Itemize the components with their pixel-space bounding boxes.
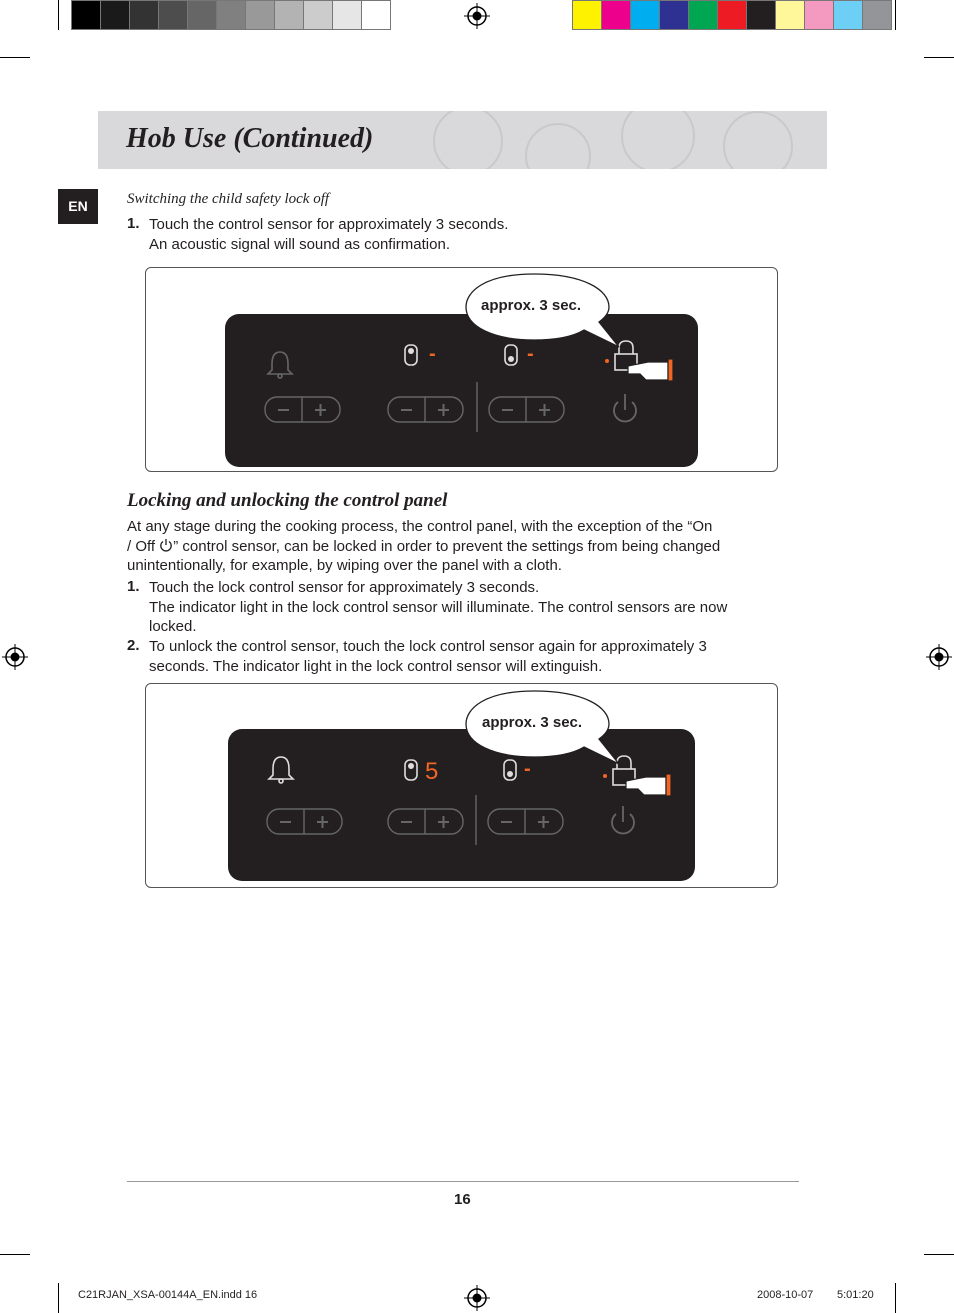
step-line: locked. [149, 618, 197, 635]
crop-mark [58, 0, 59, 30]
intro-line [127, 537, 787, 557]
gray-color-bar [71, 0, 390, 30]
intro-line-part: ” control sensor, can be locked in order to prevent the settings from being changed [173, 537, 721, 555]
footer-time: 5:01:20 [837, 1289, 874, 1301]
crop-mark [895, 0, 896, 30]
intro-line: At any stage during the cooking process, the control panel, with the exception of the “On [127, 518, 713, 535]
footer-date: 2008-10-07 [757, 1289, 814, 1301]
color-swatch [630, 0, 660, 30]
step-line: To unlock the control sensor, touch the lock control sensor again for approximately 3 [149, 638, 707, 655]
step-number: 1. [127, 578, 140, 595]
step-number: 2. [127, 637, 140, 654]
color-swatch [717, 0, 747, 30]
color-swatch [332, 0, 362, 30]
footer-filename: C21RJAN_XSA-00144A_EN.indd 16 [78, 1289, 258, 1301]
color-swatch [71, 0, 101, 30]
color-swatch [245, 0, 275, 30]
crop-mark [0, 1254, 30, 1255]
registration-mark-icon [926, 644, 952, 670]
bubble-text: approx. 3 sec. [481, 297, 582, 314]
section-subtitle: Switching the child safety lock off [127, 191, 330, 207]
color-swatch [361, 0, 391, 30]
header-banner [98, 111, 827, 169]
zone2-display: - [524, 758, 531, 780]
process-color-bar [572, 0, 891, 30]
control-panel-diagram [145, 267, 778, 472]
registration-mark-icon [464, 3, 490, 29]
color-swatch [833, 0, 863, 30]
step-line: An acoustic signal will sound as confirmation. [149, 235, 450, 253]
zone2-display: - [527, 343, 534, 365]
crop-mark [0, 57, 30, 58]
section-title: Locking and unlocking the control panel [127, 490, 448, 511]
color-swatch [862, 0, 892, 30]
intro-line-part: / Off [127, 537, 160, 555]
tomato-watermark-icon [428, 111, 827, 169]
bubble-text: approx. 3 sec. [482, 714, 583, 731]
control-panel-diagram [145, 683, 778, 888]
step-text [149, 637, 707, 676]
color-swatch [572, 0, 602, 30]
step-number: 1. [127, 215, 140, 232]
intro-paragraph [127, 517, 787, 576]
color-swatch [187, 0, 217, 30]
power-icon [159, 538, 173, 552]
language-tab: EN [58, 189, 98, 224]
color-swatch [158, 0, 188, 30]
color-swatch [659, 0, 689, 30]
zone1-display: - [429, 343, 436, 365]
step-line: seconds. The indicator light in the lock control sensor will extinguish. [149, 657, 603, 675]
color-swatch [129, 0, 159, 30]
step-text [149, 215, 508, 254]
step-line: Touch the control sensor for approximately 3 seconds. [149, 216, 509, 233]
crop-mark [924, 1254, 954, 1255]
crop-mark [895, 1283, 896, 1313]
color-swatch [804, 0, 834, 30]
color-swatch [216, 0, 246, 30]
page-number: 16 [454, 1191, 471, 1208]
color-swatch [601, 0, 631, 30]
crop-mark [924, 57, 954, 58]
step-text [149, 578, 727, 637]
registration-mark-icon [2, 644, 28, 670]
color-swatch [274, 0, 304, 30]
footer-rule [127, 1181, 799, 1182]
page-title: Hob Use (Continued) [126, 123, 374, 154]
control-panel [228, 729, 695, 881]
crop-mark [58, 1283, 59, 1313]
step-line: The indicator light in the lock control sensor will illuminate. The control sensors are now [149, 598, 728, 616]
registration-mark-icon [464, 1285, 490, 1311]
color-swatch [775, 0, 805, 30]
color-swatch [100, 0, 130, 30]
color-swatch [746, 0, 776, 30]
color-swatch [303, 0, 333, 30]
step-line: Touch the lock control sensor for approximately 3 seconds. [149, 579, 540, 596]
intro-line: unintentionally, for example, by wiping over the panel with a cloth. [127, 557, 562, 574]
control-panel [225, 314, 698, 467]
zone1-display: 5 [425, 758, 439, 785]
color-swatch [688, 0, 718, 30]
